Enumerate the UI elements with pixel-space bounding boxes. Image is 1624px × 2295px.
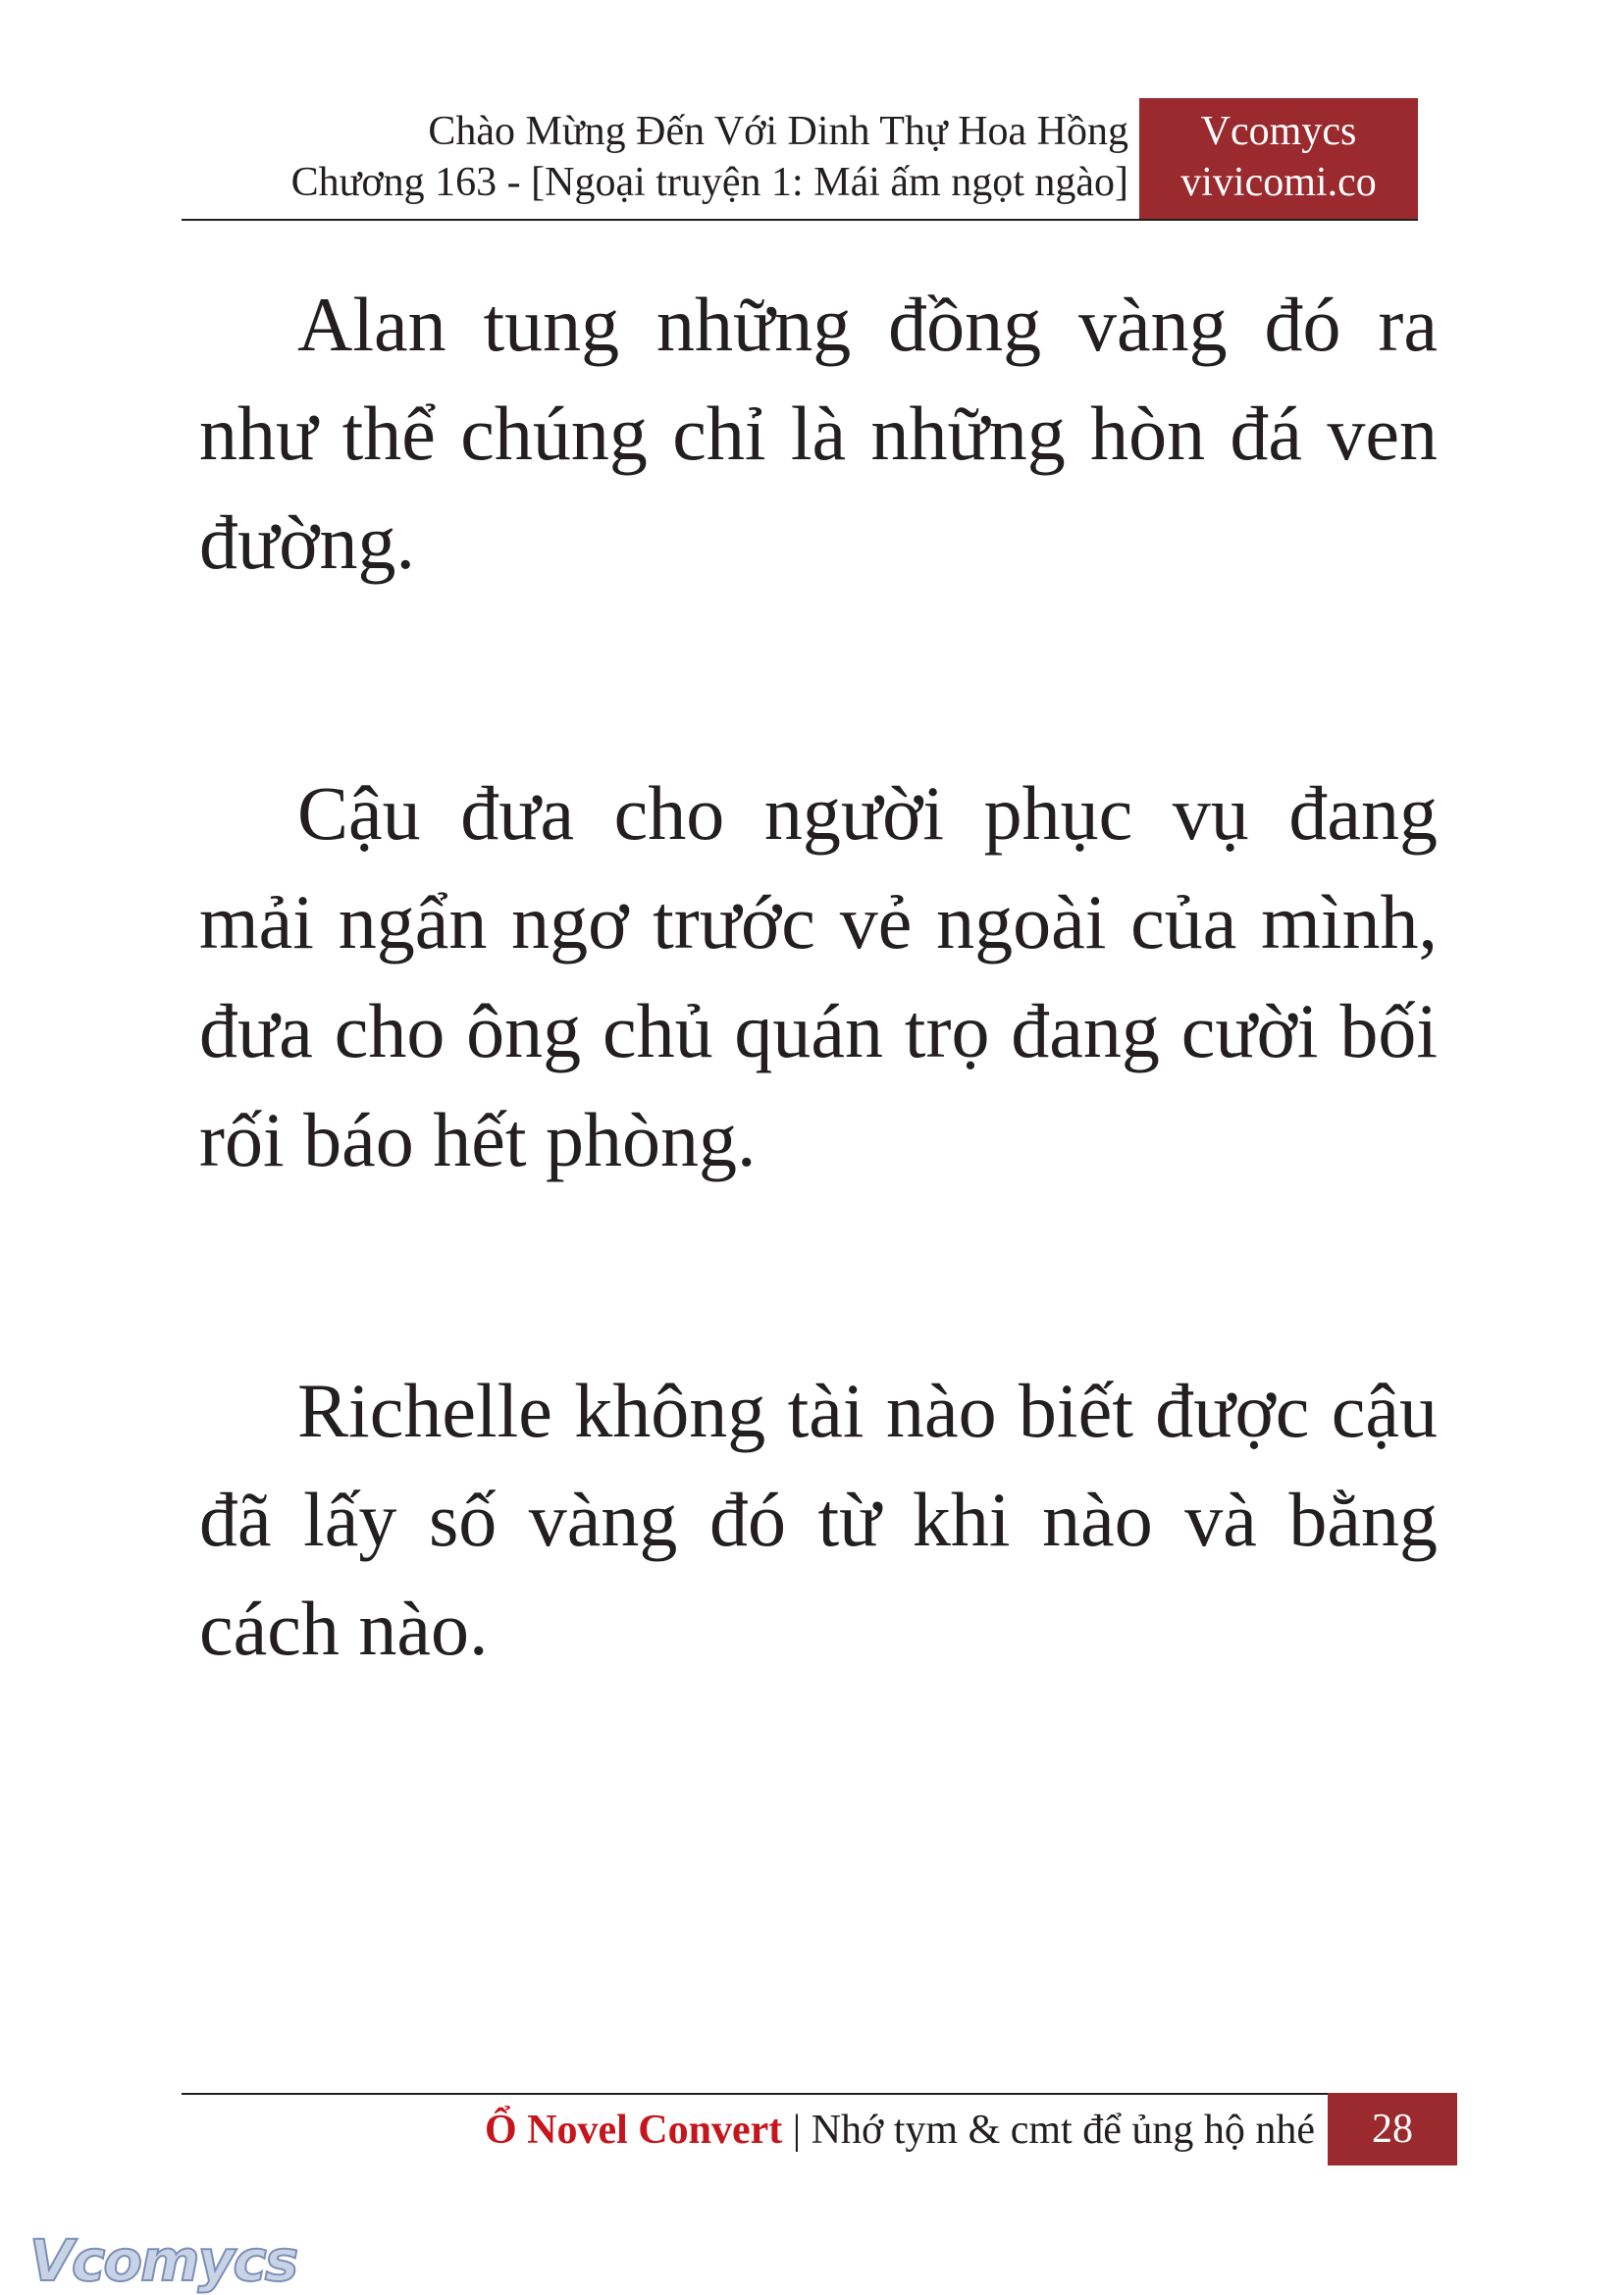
footer-separator: | bbox=[792, 2108, 802, 2153]
footer-message: Nhớ tym & cmt để ủng hộ nhé bbox=[811, 2108, 1315, 2153]
header-titles bbox=[291, 106, 1128, 208]
brand-box bbox=[1139, 98, 1418, 220]
brand-name: Vcomycs bbox=[1200, 109, 1357, 154]
page-header bbox=[182, 98, 1418, 220]
book-title: Chào Mừng Đến Với Dinh Thự Hoa Hồng bbox=[428, 109, 1128, 154]
page-footer bbox=[182, 2093, 1457, 2165]
footer-brand: Ổ Novel Convert bbox=[484, 2108, 783, 2153]
page-number: 28 bbox=[1328, 2093, 1457, 2165]
page-content bbox=[199, 270, 1438, 1845]
paragraph-2: Cậu đưa cho người phục vụ đang mải ngẩn ngơ trước vẻ ngoài của mình, đưa cho ông chủ quán trọ đang cười bối rối báo hết phòng. bbox=[199, 770, 1438, 1182]
footer-text bbox=[485, 2105, 1315, 2156]
chapter-title: Chương 163 - [Ngoại truyện 1: Mái ấm ngọt ngào] bbox=[290, 160, 1128, 205]
watermark-logo: Vcomycs bbox=[29, 2227, 297, 2294]
brand-site: vivicomi.co bbox=[1180, 160, 1377, 205]
footer-divider bbox=[182, 2093, 1457, 2095]
paragraph-1: Alan tung những đồng vàng đó ra như thể chúng chỉ là những hòn đá ven đường. bbox=[199, 282, 1438, 585]
paragraph-3: Richelle không tài nào biết được cậu đã lấy số vàng đó từ khi nào và bằng cách nào. bbox=[199, 1368, 1438, 1671]
header-divider bbox=[182, 219, 1418, 221]
